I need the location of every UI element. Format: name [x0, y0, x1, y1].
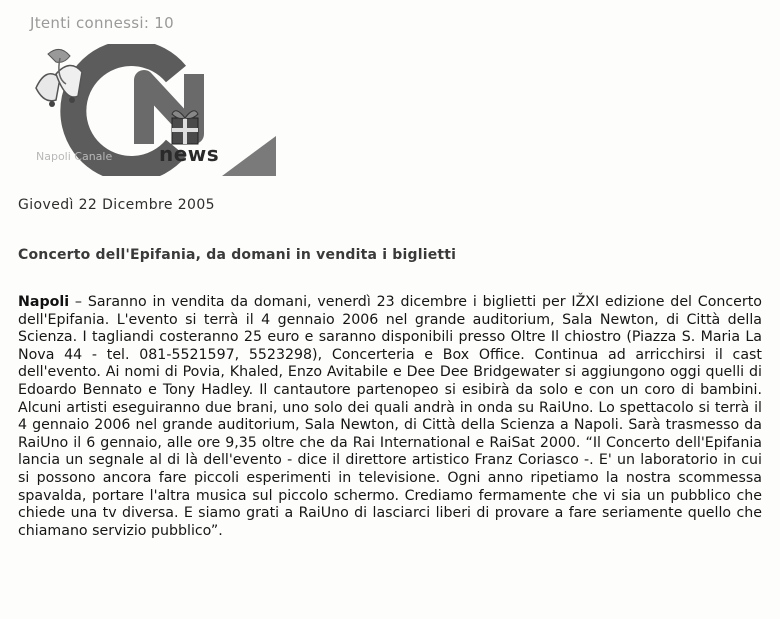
cn-news-logo: [26, 44, 276, 176]
users-connected-counter: Jtenti connessi: 10: [30, 14, 174, 32]
article-headline: Concerto dell'Epifania, da domani in vendita i biglietti: [18, 247, 457, 263]
logo-wedge: [222, 136, 276, 176]
article-body: [18, 294, 762, 540]
logo-faded-text: Napoli Canale: [36, 150, 113, 163]
article-dash: –: [69, 294, 88, 310]
logo-brand-text: news: [159, 142, 220, 166]
article-text: Saranno in vendita da domani, venerdì 23 dicembre i biglietti per IŽXI edizione del Concerto dell'Epifania. L'evento si terrà il 4 gennaio 2006 nel grande auditorium, Sala Newton, di Città della Scienza. I tagliandi costeranno 25 euro e saranno disponibili presso Oltre Il chiostro (Piazza S. Maria La Nova 44 - tel. 081-5521597, 5523298), Concerteria e Box Office. Continua ad arricchirsi il cast dell'evento. Ai nomi di Povia, Khaled, Enzo Avitabile e Dee Dee Bridgewater si aggiungono oggi quelli di Edoardo Bennato e Tony Hadley. Il cantautore partenopeo si esibirà da solo e con un coro di bambini. Alcuni artisti eseguiranno due brani, uno solo dei quali andrà in onda su RaiUno. Lo spettacolo si terrà il 4 gennaio 2006 nel grande auditorium, Sala Newton, di Città della Scienza a Napoli. Sarà trasmesso da RaiUno il 6 gennaio, alle ore 9,35 oltre che da Rai International e RaiSat 2000. “Il Concerto dell'Epifania lancia un segnale al di là dell'evento - dice il direttore artistico Franz Coriasco -. E' un laboratorio in cui si possono ancora fare piccoli esperimenti in televisione. Ogni anno ripetiamo la nostra scommessa spavalda, portare l'altra musica sul piccolo schermo. Crediamo fermamente che vi sia un pubblico che chiede una tv diversa. E siamo grati a RaiUno di lasciarci liberi di provare a fare seriamente quello che chiamano servizio pubblico”.: [18, 294, 762, 539]
article-city: Napoli: [18, 294, 70, 310]
article-date: Giovedì 22 Dicembre 2005: [18, 197, 215, 213]
